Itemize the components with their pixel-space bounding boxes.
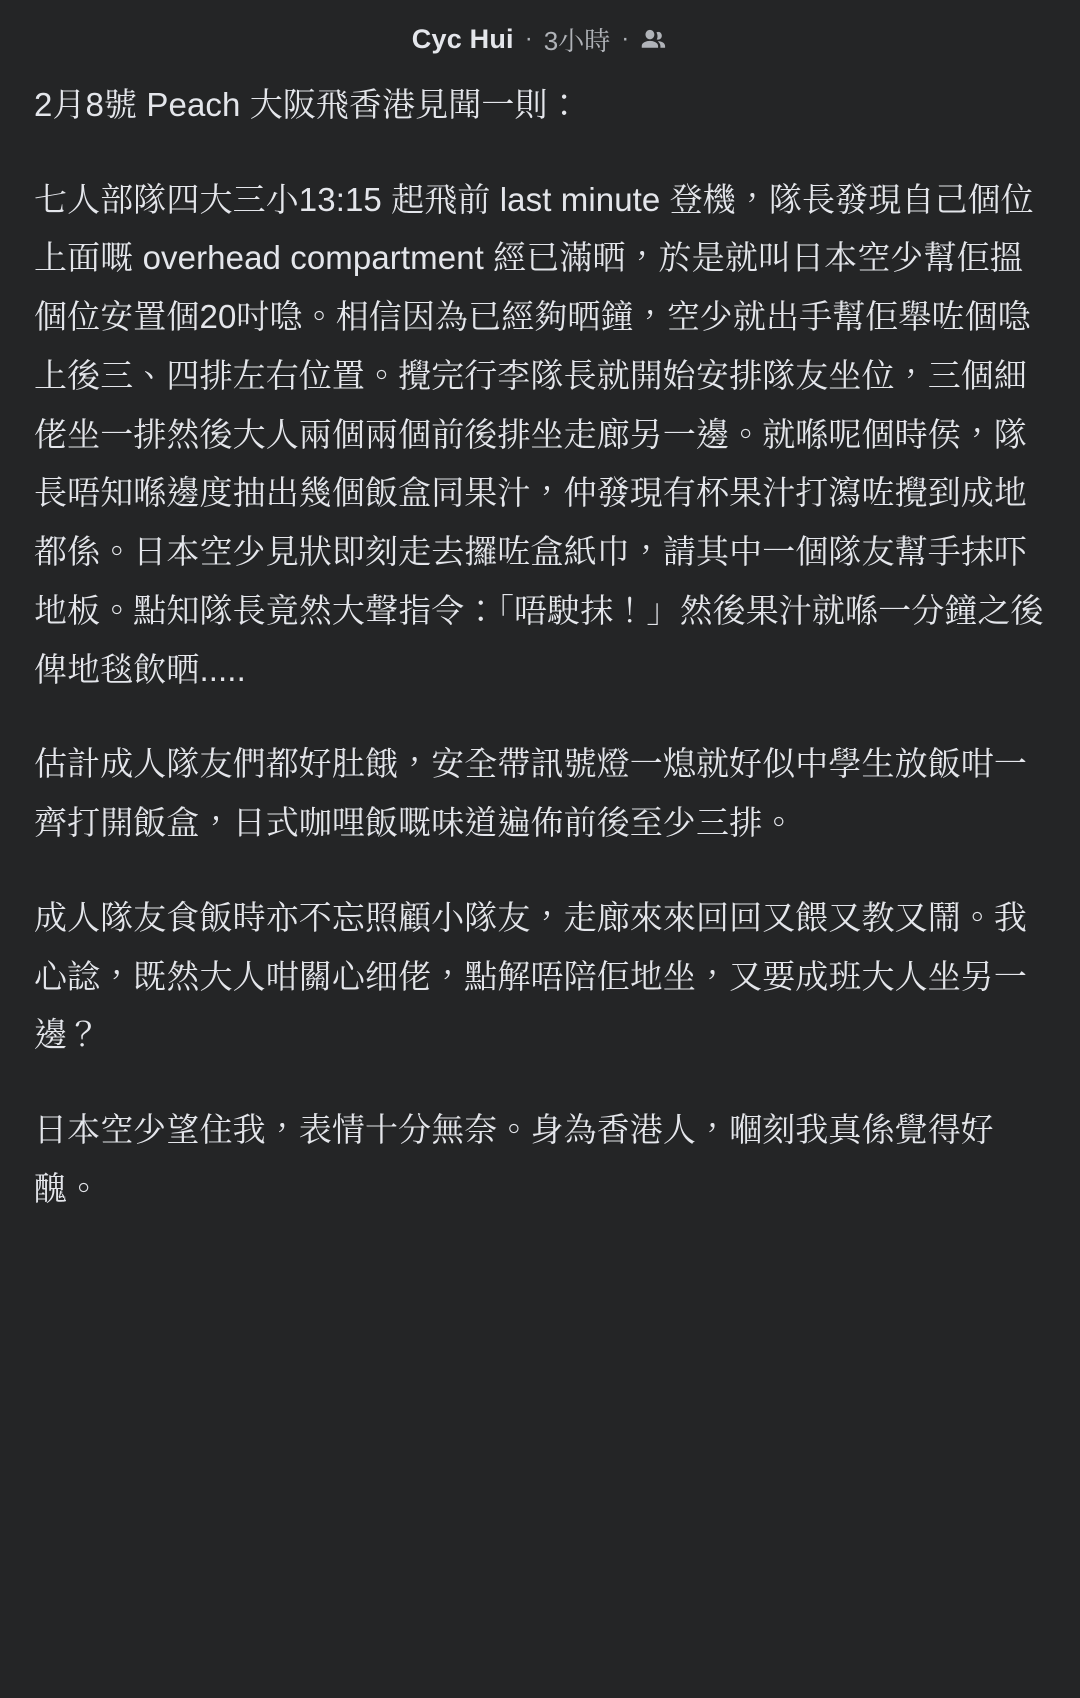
post-paragraph: 七人部隊四大三小13:15 起飛前 last minute 登機，隊長發現自己個位上面嘅 overhead compartment 經已滿晒，於是就叫日本空少幫佢搵個位安置個20吋喼。相信因為已經夠晒鐘，空少就出手幫佢舉咗個喼上後三、四排左右位置。攪完行李隊長就開始安排隊友坐位，三個細佬坐一排然後大人兩個兩個前後排坐走廊另一邊。就喺呢個時侯，隊長唔知喺邊度抽出幾個飯盒同果汁，仲發現有杯果汁打瀉咗攪到成地都係。日本空少見狀即刻走去攞咗盒紙巾，請其中一個隊友幫手抹吓地板。點知隊長竟然大聲指令：「唔駛抹！」然後果汁就喺一分鐘之後俾地毯飲晒.....	[34, 180, 1044, 688]
post-paragraph: 日本空少望住我，表情十分無奈。身為香港人，嗰刻我真係覺得好醜。	[34, 1111, 994, 1207]
author-name[interactable]: Cyc Hui	[411, 23, 514, 54]
post-timestamp[interactable]: 3小時	[543, 25, 611, 56]
post-header	[34, 0, 1046, 70]
post-paragraph: 成人隊友食飯時亦不忘照顧小隊友，走廊來來回回又餵又教又鬧。我心諗，既然大人咁關心细佬，點解唔陪佢地坐，又要成班大人坐另一邊？	[34, 898, 1027, 1054]
post-paragraph: 2月8號 Peach 大阪飛香港見聞一則：	[34, 86, 581, 123]
meta-separator: ·	[524, 25, 533, 52]
post-body	[34, 70, 1046, 1218]
post-paragraph: 估計成人隊友們都好肚餓，安全帶訊號燈一熄就好似中學生放飯咁一齊打開飯盒，日式咖哩飯嘅味道遍佈前後至少三排。	[34, 745, 1027, 842]
meta-separator-2: ·	[621, 25, 630, 52]
friends-icon[interactable]	[640, 25, 668, 53]
